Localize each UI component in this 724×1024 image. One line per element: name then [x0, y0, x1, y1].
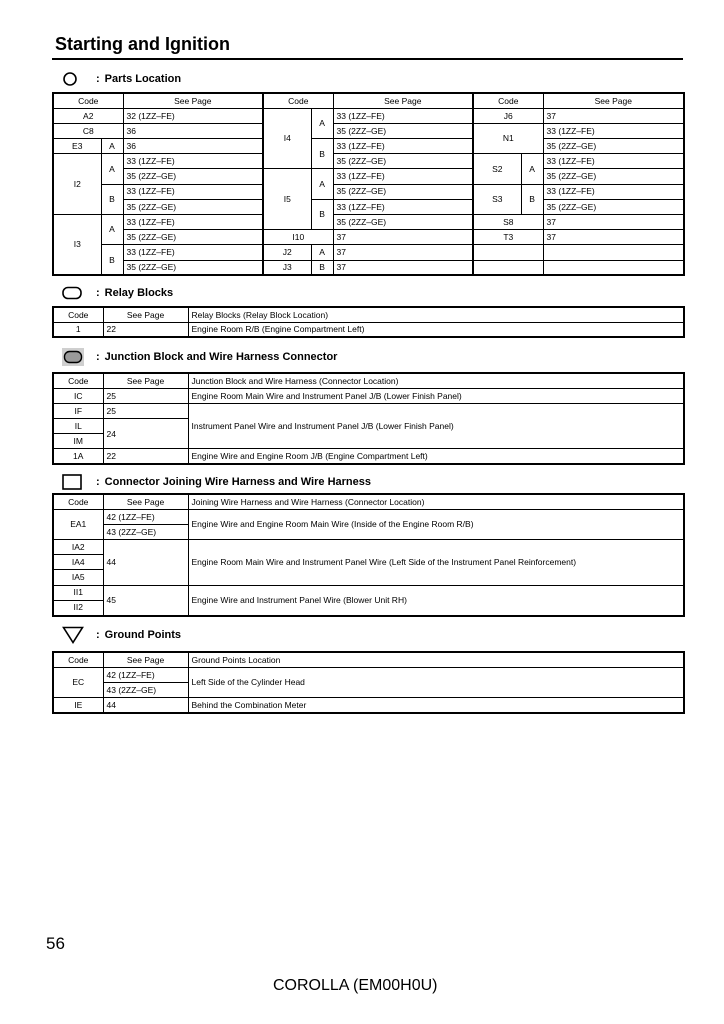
- table-row: [53, 184, 684, 199]
- connector-joining-table: [52, 493, 685, 617]
- page-cell: 37: [333, 260, 473, 275]
- page-cell: 35 (2ZZ–GE): [543, 169, 684, 184]
- table-row: [53, 230, 684, 245]
- page-cell: 42 (1ZZ–FE): [103, 667, 188, 682]
- page-cell: 35 (2ZZ–GE): [123, 199, 263, 214]
- page-cell: 33 (1ZZ–FE): [543, 154, 684, 169]
- square-icon: [62, 473, 84, 491]
- location-cell: Behind the Combination Meter: [188, 698, 684, 713]
- relay-blocks-table: [52, 306, 685, 338]
- table-row: [53, 388, 684, 403]
- page-cell: 35 (2ZZ–GE): [123, 230, 263, 245]
- page-cell: 35 (2ZZ–GE): [333, 123, 473, 138]
- table-row: [53, 585, 684, 600]
- sub-code-cell: B: [521, 184, 543, 214]
- header-cell: Code: [53, 652, 103, 667]
- sub-code-cell: B: [311, 260, 333, 275]
- page-cell: 33 (1ZZ–FE): [543, 184, 684, 199]
- junction-block-heading: : Junction Block and Wire Harness Connector: [62, 348, 337, 366]
- section-title: Ground Points: [104, 629, 182, 641]
- ground-points-table: [52, 651, 685, 714]
- sub-code-cell: B: [101, 184, 123, 214]
- code-cell: S8: [473, 215, 543, 230]
- empty-cell: [543, 245, 684, 260]
- table-row: [53, 509, 684, 524]
- header-cell: Code: [53, 373, 103, 388]
- code-cell: IC: [53, 388, 103, 403]
- title-rule: [52, 58, 683, 60]
- page-cell: 33 (1ZZ–FE): [123, 215, 263, 230]
- header-cell: Code: [53, 307, 103, 322]
- table-row: [53, 403, 684, 418]
- parts-location-table: [52, 92, 685, 276]
- page-cell: 22: [103, 322, 188, 337]
- table-row: [53, 123, 684, 138]
- parts-location-heading: : Parts Location: [62, 70, 181, 88]
- empty-cell: [543, 260, 684, 275]
- code-cell: II2: [53, 600, 103, 615]
- code-cell: I10: [263, 230, 333, 245]
- triangle-icon: [62, 626, 84, 644]
- page-number: 56: [46, 934, 65, 953]
- header-cell: Code: [473, 93, 543, 108]
- page-title: Starting and Ignition: [55, 34, 230, 54]
- table-row: [53, 322, 684, 337]
- code-cell: IA4: [53, 555, 103, 570]
- page-cell: 32 (1ZZ–FE): [123, 108, 263, 123]
- page-cell: 35 (2ZZ–GE): [123, 260, 263, 275]
- page-cell: 36: [123, 139, 263, 154]
- code-cell: IA5: [53, 570, 103, 585]
- connector-joining-heading: : Connector Joining Wire Harness and Wire Harness: [62, 473, 371, 491]
- location-cell: Engine Room Main Wire and Instrument Panel J/B (Lower Finish Panel): [188, 388, 684, 403]
- page-cell: 33 (1ZZ–FE): [333, 169, 473, 184]
- page-cell: 44: [103, 698, 188, 713]
- page-cell: 35 (2ZZ–GE): [333, 184, 473, 199]
- table-row: [53, 667, 684, 682]
- code-cell: EC: [53, 667, 103, 697]
- sub-code-cell: A: [521, 154, 543, 184]
- sub-code-cell: A: [311, 108, 333, 138]
- location-cell: Instrument Panel Wire and Instrument Panel J/B (Lower Finish Panel): [188, 403, 684, 449]
- page-cell: 42 (1ZZ–FE): [103, 509, 188, 524]
- code-cell: T3: [473, 230, 543, 245]
- page-cell: 37: [543, 215, 684, 230]
- header-cell: See Page: [103, 652, 188, 667]
- page-cell: 33 (1ZZ–FE): [123, 245, 263, 260]
- location-cell: Engine Room Main Wire and Instrument Panel Wire (Left Side of the Instrument Panel Reinforcement): [188, 540, 684, 586]
- page-cell: 33 (1ZZ–FE): [123, 154, 263, 169]
- page-cell: 25: [103, 403, 188, 418]
- page-cell: 36: [123, 123, 263, 138]
- code-cell: J2: [263, 245, 311, 260]
- page-cell: 33 (1ZZ–FE): [333, 139, 473, 154]
- junction-block-table: [52, 372, 685, 465]
- location-cell: Engine Wire and Instrument Panel Wire (Blower Unit RH): [188, 585, 684, 615]
- page-cell: 35 (2ZZ–GE): [333, 215, 473, 230]
- location-cell: Left Side of the Cylinder Head: [188, 667, 684, 697]
- page-cell: 35 (2ZZ–GE): [543, 199, 684, 214]
- code-cell: IL: [53, 419, 103, 434]
- page-cell: 22: [103, 449, 188, 464]
- code-cell: 1: [53, 322, 103, 337]
- page-cell: 25: [103, 388, 188, 403]
- header-cell: Code: [53, 494, 103, 509]
- ground-points-heading: : Ground Points: [62, 626, 181, 644]
- header-cell: Junction Block and Wire Harness (Connector Location): [188, 373, 684, 388]
- header-cell: Ground Points Location: [188, 652, 684, 667]
- page-cell: 43 (2ZZ–GE): [103, 682, 188, 697]
- header-cell: See Page: [123, 93, 263, 108]
- page-cell: 24: [103, 419, 188, 449]
- table-row: [53, 154, 684, 169]
- code-cell: J3: [263, 260, 311, 275]
- rounded-rect-icon: [62, 284, 84, 302]
- code-cell: II1: [53, 585, 103, 600]
- page-cell: 43 (2ZZ–GE): [103, 524, 188, 539]
- circle-icon: [62, 70, 84, 88]
- code-cell: C8: [53, 123, 123, 138]
- header-cell: Joining Wire Harness and Wire Harness (Connector Location): [188, 494, 684, 509]
- table-header-row: [53, 652, 684, 667]
- table-row: [53, 199, 684, 214]
- section-title: Relay Blocks: [104, 287, 174, 299]
- code-cell: I2: [53, 154, 101, 215]
- sub-code-cell: A: [311, 245, 333, 260]
- page-cell: 45: [103, 585, 188, 615]
- header-cell: Relay Blocks (Relay Block Location): [188, 307, 684, 322]
- table-row: [53, 260, 684, 275]
- table-row: [53, 540, 684, 555]
- location-cell: Engine Room R/B (Engine Compartment Left): [188, 322, 684, 337]
- code-cell: EA1: [53, 509, 103, 539]
- table-row: [53, 245, 684, 260]
- header-cell: Code: [263, 93, 333, 108]
- page-cell: 37: [333, 245, 473, 260]
- section-title: Connector Joining Wire Harness and Wire Harness: [104, 476, 371, 488]
- code-cell: J6: [473, 108, 543, 123]
- page-cell: 37: [333, 230, 473, 245]
- table-row: [53, 449, 684, 464]
- code-cell: A2: [53, 108, 123, 123]
- page-cell: 35 (2ZZ–GE): [543, 139, 684, 154]
- table-header-row: [53, 307, 684, 322]
- header-cell: See Page: [543, 93, 684, 108]
- sub-code-cell: B: [101, 245, 123, 275]
- table-row: [53, 108, 684, 123]
- code-cell: IE: [53, 698, 103, 713]
- header-cell: See Page: [333, 93, 473, 108]
- table-header-row: [53, 373, 684, 388]
- code-cell: IM: [53, 434, 103, 449]
- empty-cell: [473, 245, 543, 260]
- sub-code-cell: B: [311, 139, 333, 169]
- code-cell: S2: [473, 154, 521, 184]
- relay-blocks-heading: : Relay Blocks: [62, 284, 173, 302]
- table-header-row: [53, 494, 684, 509]
- footer-model-code: COROLLA (EM00H0U): [273, 977, 438, 994]
- page-cell: 35 (2ZZ–GE): [123, 169, 263, 184]
- page-cell: 44: [103, 540, 188, 586]
- location-cell: Engine Wire and Engine Room J/B (Engine Compartment Left): [188, 449, 684, 464]
- code-cell: I3: [53, 215, 101, 276]
- section-title: Parts Location: [104, 73, 182, 85]
- code-cell: IA2: [53, 540, 103, 555]
- sub-code-cell: A: [101, 215, 123, 245]
- table-row: [53, 169, 684, 184]
- header-cell: See Page: [103, 494, 188, 509]
- filled-rounded-rect-icon: [62, 348, 84, 366]
- header-cell: Code: [53, 93, 123, 108]
- sub-code-cell: A: [101, 139, 123, 154]
- page-cell: 35 (2ZZ–GE): [333, 154, 473, 169]
- page-cell: 33 (1ZZ–FE): [543, 123, 684, 138]
- code-cell: IF: [53, 403, 103, 418]
- code-cell: S3: [473, 184, 521, 214]
- empty-cell: [473, 260, 543, 275]
- code-cell: 1A: [53, 449, 103, 464]
- code-cell: N1: [473, 123, 543, 153]
- sub-code-cell: B: [311, 199, 333, 229]
- section-title: Junction Block and Wire Harness Connector: [104, 351, 338, 363]
- page-cell: 33 (1ZZ–FE): [123, 184, 263, 199]
- location-cell: Engine Wire and Engine Room Main Wire (Inside of the Engine Room R/B): [188, 509, 684, 539]
- code-cell: I5: [263, 169, 311, 230]
- page-cell: 37: [543, 108, 684, 123]
- table-row: [53, 139, 684, 154]
- header-cell: See Page: [103, 307, 188, 322]
- page-cell: 37: [543, 230, 684, 245]
- sub-code-cell: A: [101, 154, 123, 184]
- page-cell: 33 (1ZZ–FE): [333, 108, 473, 123]
- code-cell: I4: [263, 108, 311, 169]
- table-row: [53, 698, 684, 713]
- sub-code-cell: A: [311, 169, 333, 199]
- page-cell: 33 (1ZZ–FE): [333, 199, 473, 214]
- header-cell: See Page: [103, 373, 188, 388]
- table-header-row: [53, 93, 684, 108]
- code-cell: E3: [53, 139, 101, 154]
- table-row: [53, 215, 684, 230]
